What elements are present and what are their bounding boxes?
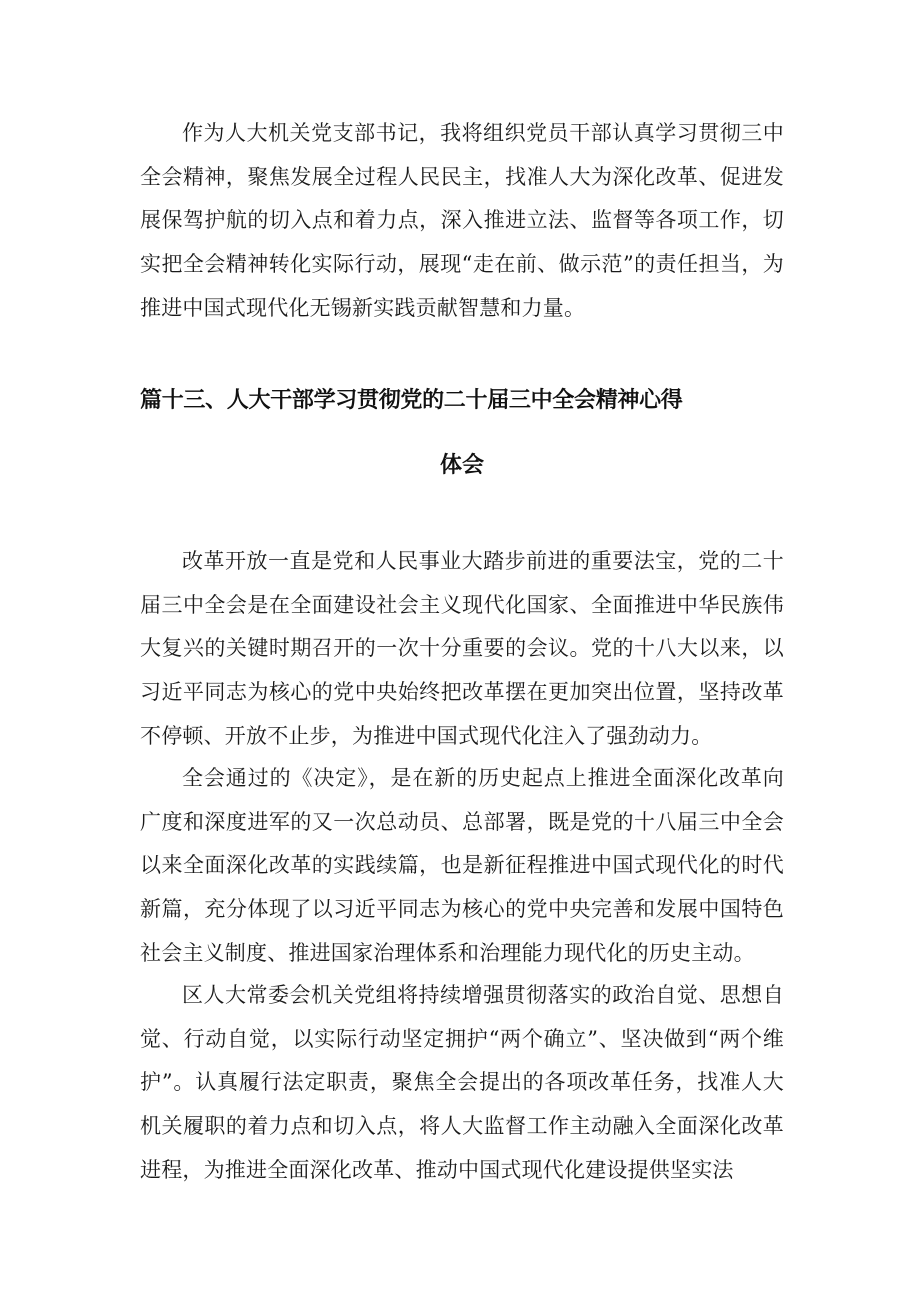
body-paragraph-3: 区人大常委会机关党组将持续增强贯彻落实的政治自觉、思想自觉、行动自觉，以实际行动坚定拥护“两个确立”、坚决做到“两个维护”。认真履行法定职责，聚焦全会提出的各项改革任务，找准人大机关履职的着力点和切入点，将人大监督工作主动融入全面深化改革进程，为推进全面深化改革、推动中国式现代化建设提供坚实法 <box>140 983 784 1182</box>
body-paragraph-2: 全会通过的《决定》，是在新的历史起点上推进全面深化改革向广度和深度进军的又一次总动员、总部署，既是党的十八届三中全会以来全面深化改革的实践续篇，也是新征程推进中国式现代化的时代新篇，充分体现了以习近平同志为核心的党中央完善和发展中国特色社会主义制度、推进国家治理体系和治理能力现代化的历史主动。 <box>140 766 784 965</box>
section-heading-line2: 体会 <box>439 453 484 478</box>
body-paragraph-1: 改革开放一直是党和人民事业大踏步前进的重要法宝，党的二十届三中全会是在全面建设社会主义现代化国家、全面推进中华民族伟大复兴的关键时期召开的一次十分重要的会议。党的十八大以来，以习近平同志为核心的党中央始终把改革摆在更加突出位置，坚持改革不停顿、开放不止步，为推进中国式现代化注入了强劲动力。 <box>140 549 784 748</box>
section-heading-line1: 篇十三、人大干部学习贯彻党的二十届三中全会精神心得 <box>140 388 683 413</box>
section-heading <box>140 386 784 481</box>
intro-paragraph: 作为人大机关党支部书记，我将组织党员干部认真学习贯彻三中全会精神，聚焦发展全过程人民民主，找准人大为深化改革、促进发展保驾护航的切入点和着力点，深入推进立法、监督等各项工作，切实把全会精神转化实际行动，展现“走在前、做示范”的责任担当，为推进中国式现代化无锡新实践贡献智慧和力量。 <box>140 121 784 320</box>
